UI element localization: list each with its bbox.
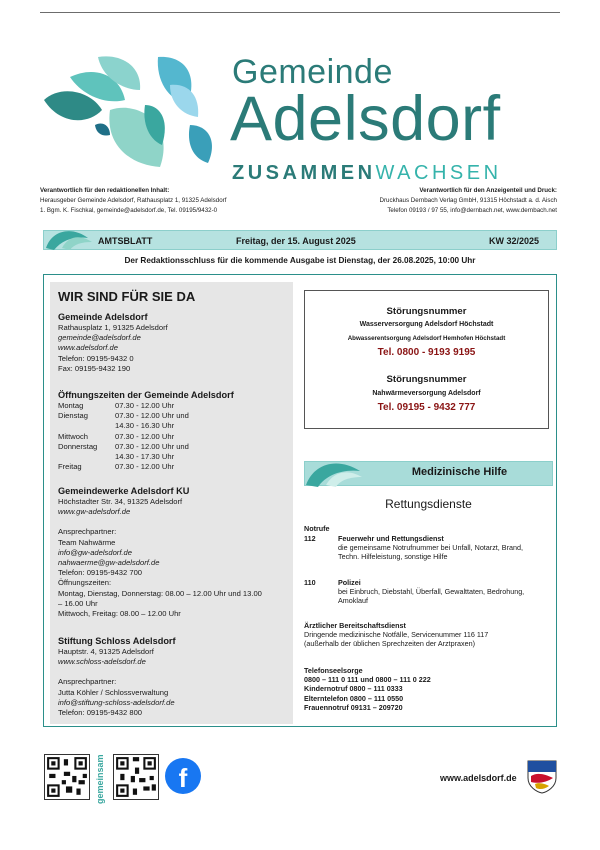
kindernotruf: Kindernotruf 0800 – 111 0333: [304, 684, 403, 694]
fault-heat-phone: Tel. 09195 - 9432 777: [377, 402, 476, 413]
emergency-label: [304, 524, 330, 533]
entry-110: [338, 578, 553, 606]
entry-112-desc2: Techn. Hilfeleistung, sonstige Hilfe: [338, 552, 448, 562]
fault-wastewater: Abwasserentsorgung Adelsdorf Hemhofen Höchstadt: [347, 335, 506, 342]
gemeinde-web-link[interactable]: www.adelsdorf.de: [58, 343, 118, 353]
doctor-on-call-desc1: Dringende medizinische Notfälle, Servicenummer 116 117: [304, 630, 489, 640]
number-110: 110: [304, 578, 316, 587]
opening-hours-heading: Öffnungszeiten der Gemeinde Adelsdorf: [58, 390, 234, 400]
droplet-8: [189, 125, 212, 163]
gemeindewerke-contact-label: Ansprechpartner:: [58, 527, 117, 537]
tagline: [232, 162, 502, 185]
entry-110-desc1: bei Einbruch, Diebstahl, Überfall, Gewalttaten, Bedrohung,: [338, 587, 525, 597]
title-gemeinde: Gemeinde: [232, 53, 393, 91]
tagline-part2: WACHSEN: [375, 162, 502, 184]
entry-110-desc2: Amoklauf: [338, 596, 368, 606]
gemeindewerke-email-nahwaerme[interactable]: nahwaerme@gw-adelsdorf.de: [58, 558, 160, 568]
gemeindewerke-team: Team Nahwärme: [58, 537, 116, 547]
hours-time: 07.30 - 12.00 Uhr und: [115, 411, 189, 421]
hours-day: Mittwoch: [58, 431, 88, 441]
hours-time: 14.30 - 16.30 Uhr: [115, 421, 175, 431]
medical-title: Medizinische Hilfe: [411, 466, 508, 478]
top-rule: [40, 12, 560, 13]
doctor-on-call: [304, 621, 554, 649]
entry-112-desc1: die gemeinsame Notrufnummer bei Unfall, Notarzt, Brand,: [338, 543, 523, 553]
gemeindewerke-address: Höchstadter Str. 34, 91325 Adelsdorf: [58, 497, 183, 506]
stiftung-email-link[interactable]: info@stiftung-schloss-adelsdorf.de: [58, 697, 175, 707]
hours-row: [58, 421, 288, 431]
gemeinde-email-link[interactable]: gemeinde@adelsdorf.de: [58, 333, 141, 343]
hours-day: Freitag: [58, 462, 82, 472]
droplet-5: [170, 85, 198, 117]
band-wave-icon: [44, 224, 94, 251]
gemeindewerke-name: Gemeindewerke Adelsdorf KU: [58, 486, 190, 496]
fault-water-supply: Wasserversorgung Adelsdorf Höchstadt: [359, 321, 494, 328]
stiftung-phone: Telefon: 09195-9432 800: [58, 708, 143, 718]
gemeindewerke-hours-label: Öffnungszeiten:: [58, 578, 112, 588]
droplet-9: [95, 123, 110, 135]
entry-112-title: Feuerwehr und Rettungsdienst: [338, 534, 444, 543]
fault-water-phone: Tel. 0800 - 9193 9195: [377, 347, 476, 358]
gemeindewerke-hours-line1: Montag, Dienstag, Donnerstag: 08.00 – 12.00 Uhr und 13.00: [58, 588, 262, 598]
stiftung-web-link[interactable]: www.schloss-adelsdorf.de: [58, 657, 146, 667]
gemeindewerke-web-link[interactable]: www.gw-adelsdorf.de: [58, 507, 131, 517]
fault-heading-water: Störungsnummer: [386, 306, 467, 317]
hours-row: [58, 401, 288, 411]
imprint-advertising-heading: Verantwortlich für den Anzeigenteil und Druck:: [419, 187, 557, 194]
hours-time: 07.30 - 12.00 Uhr: [115, 431, 175, 441]
hours-day: Dienstag: [58, 411, 88, 421]
imprint-editorial-heading: Verantwortlich für den redaktionellen Inhalt:: [40, 187, 170, 194]
entry-110-title: Polizei: [338, 578, 361, 587]
medical-wave-icon: [304, 455, 364, 488]
doctor-on-call-title: Ärztlicher Bereitschaftsdienst: [304, 621, 406, 630]
band-label: AMTSBLATT: [98, 236, 153, 246]
gemeindewerke-email-info[interactable]: info@gw-adelsdorf.de: [58, 547, 132, 557]
qr-code-2[interactable]: [113, 754, 159, 800]
coat-of-arms-icon: [527, 760, 557, 794]
gemeinde-name: Gemeinde Adelsdorf: [58, 312, 148, 322]
seelsorge-numbers: 0800 – 111 0 111 und 0800 – 111 0 222: [304, 675, 431, 685]
facebook-letter: f: [178, 763, 188, 793]
deadline-notice: Der Redaktionsschluss für die kommende Ausgabe ist Dienstag, der 26.08.2025, 10:00 Uhr: [124, 256, 476, 265]
elterntelefon: Elterntelefon 0800 – 111 0550: [304, 693, 404, 703]
hours-row: [58, 411, 288, 421]
title-adelsdorf: Adelsdorf: [230, 84, 501, 154]
stiftung-address: Hauptstr. 4, 91325 Adelsdorf: [58, 647, 154, 656]
fault-heading-heat: Störungsnummer: [386, 374, 467, 385]
gemeinde-address: Rathausplatz 1, 91325 Adelsdorf: [58, 323, 168, 332]
band-week: KW 32/2025: [489, 236, 540, 246]
number-112: 112: [304, 534, 316, 543]
gemeindewerke-hours-line3: Mittwoch, Freitag: 08.00 – 12.00 Uhr: [58, 609, 181, 619]
stiftung-contact-label: Ansprechpartner:: [58, 677, 117, 687]
qr-code-1[interactable]: [44, 754, 90, 800]
imprint-advertising: [300, 186, 557, 216]
emergency-label-text: Notrufe: [304, 524, 330, 533]
droplet-logo: [40, 55, 240, 175]
band-date: Freitag, der 15. August 2025: [236, 236, 356, 246]
vertical-brand-text: gemeinsam: [95, 754, 105, 804]
gemeindewerke-phone: Telefon: 09195-9432 700: [58, 568, 143, 578]
imprint-editorial-line2: 1. Bgm. K. Fischkal, gemeinde@adelsdorf.de, Tel. 09195/9432-0: [40, 207, 218, 214]
gemeinde-fax: Fax: 09195-9432 190: [58, 363, 131, 373]
hours-time: 14.30 - 17.30 Uhr: [115, 451, 175, 461]
gemeindewerke-block: [58, 486, 290, 619]
gemeinde-phone: Telefon: 09195-9432 0: [58, 353, 134, 363]
footer-website-link[interactable]: www.adelsdorf.de: [440, 773, 517, 783]
hours-row: [58, 432, 288, 442]
stiftung-person: Jutta Köhler / Schlossverwaltung: [58, 687, 169, 697]
entry-112: [338, 534, 553, 562]
hours-row: [58, 462, 288, 472]
hours-time: 07.30 - 12.00 Uhr: [115, 401, 175, 410]
tagline-part1: ZUSAMMEN: [232, 162, 376, 184]
imprint-editorial-line1: Herausgeber Gemeinde Adelsdorf, Rathausplatz 1, 91325 Adelsdorf: [40, 197, 227, 204]
doctor-on-call-desc2: (außerhalb der üblichen Sprechzeiten der Arztpraxen): [304, 639, 475, 649]
stiftung-block: [58, 636, 288, 718]
contact-box-heading: WIR SIND FÜR SIE DA: [58, 289, 196, 304]
hours-row: [58, 452, 288, 462]
hours-row: [58, 442, 288, 452]
hours-time: 07.30 - 12.00 Uhr und: [115, 441, 189, 451]
imprint-editorial: [40, 186, 280, 216]
frauennotruf: Frauennotruf 09131 – 209720: [304, 702, 403, 712]
imprint-advertising-line1: Druckhaus Dernbach Verlag GmbH, 91315 Höchstadt a. d. Aisch: [379, 197, 557, 204]
hours-day: Montag: [58, 401, 84, 410]
rescue-services-title: Rettungsdienste: [385, 497, 472, 511]
gemeindewerke-hours-line2: – 16.00 Uhr: [58, 598, 98, 608]
stiftung-name: Stiftung Schloss Adelsdorf: [58, 636, 176, 646]
gemeinde-block: [58, 312, 288, 374]
fault-heat-supply: Nahwärmeversorgung Adelsdorf: [372, 390, 481, 397]
imprint-advertising-line2: Telefon 09193 / 97 55, info@dernbach.net, www.dernbach.net: [387, 207, 557, 214]
hotlines: [304, 666, 554, 712]
hours-day: Donnerstag: [58, 441, 98, 451]
facebook-icon[interactable]: [165, 758, 201, 794]
opening-hours-block: [58, 390, 288, 472]
seelsorge-title: Telefonseelsorge: [304, 666, 363, 675]
hours-time: 07.30 - 12.00 Uhr: [115, 462, 175, 472]
